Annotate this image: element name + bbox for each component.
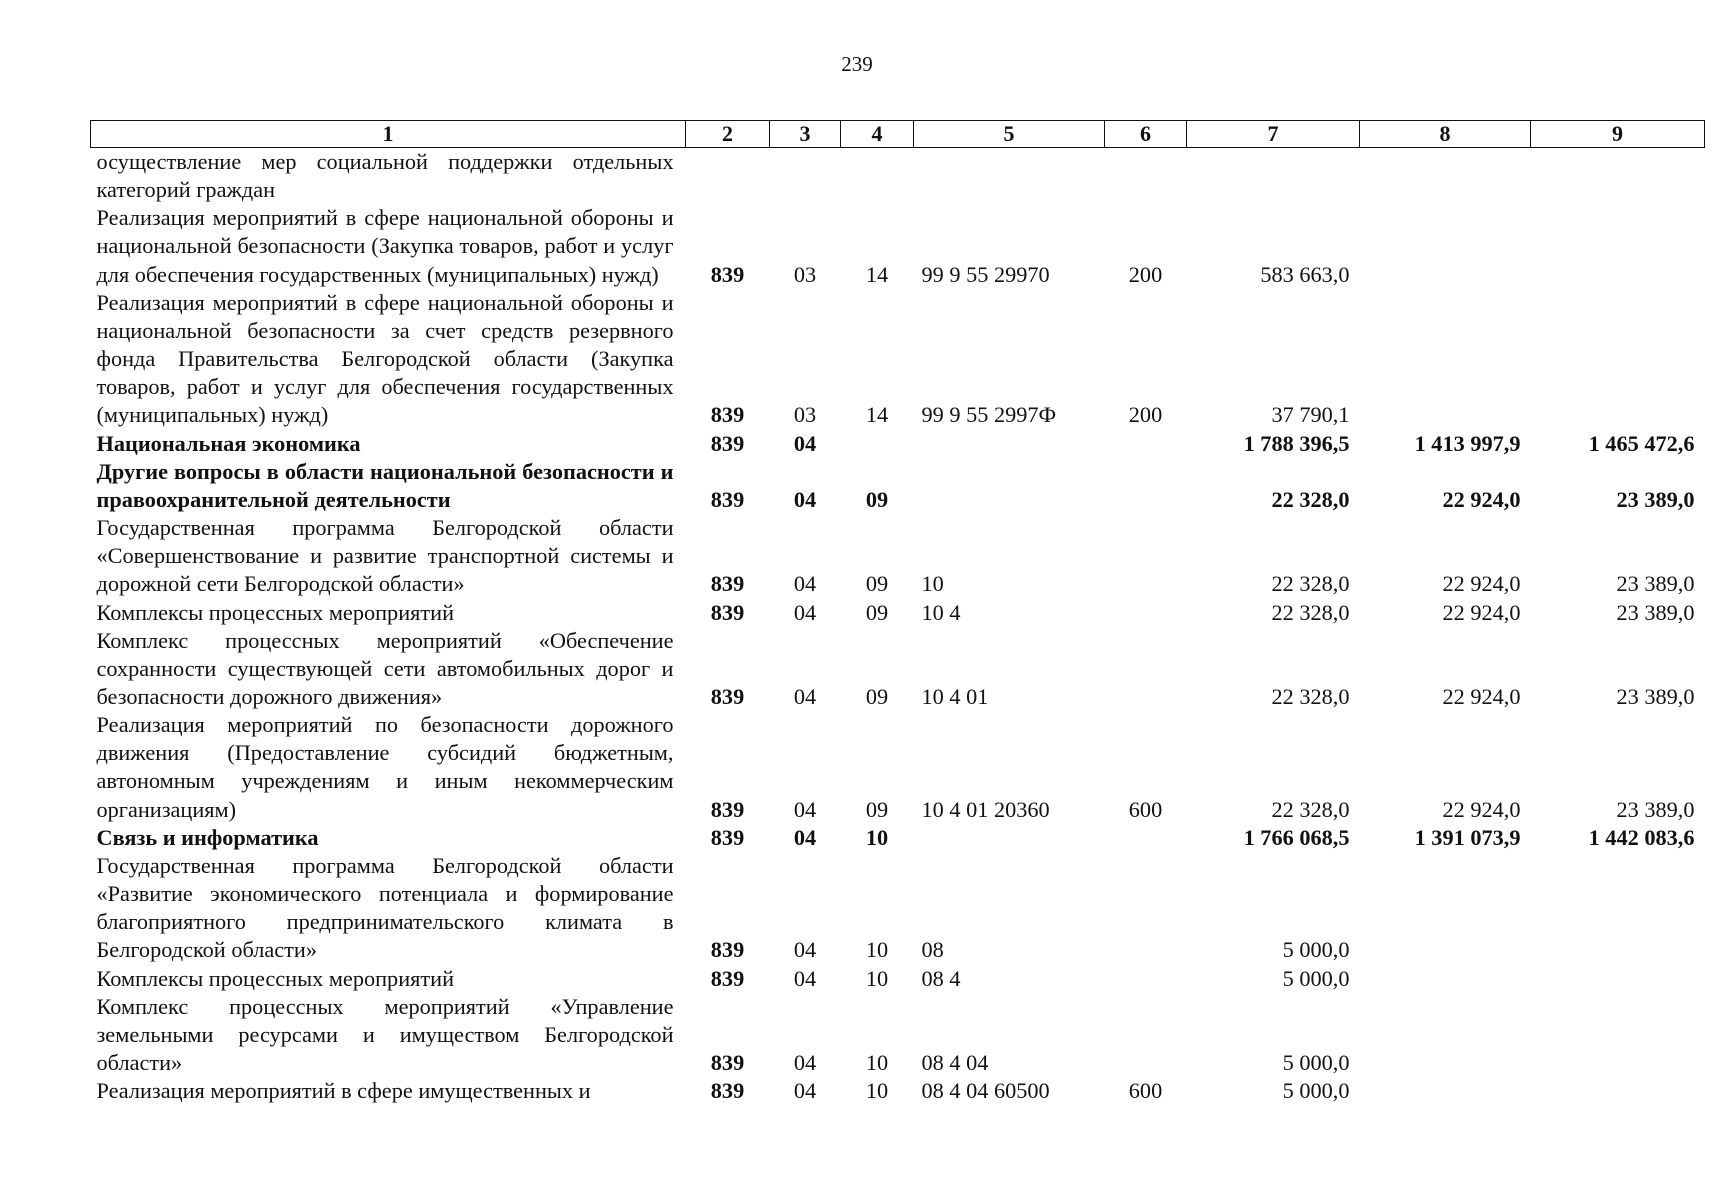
table-body bbox=[91, 148, 1705, 1106]
row-amount-col7-cell: 1 788 396,5 bbox=[1243, 430, 1350, 456]
row-amount-col9-cell bbox=[1531, 148, 1705, 205]
row-expense-type-cell bbox=[1105, 458, 1187, 514]
row-amount-col9-cell bbox=[1531, 993, 1705, 1077]
row-subsection-cell: 10 bbox=[865, 937, 889, 963]
row-amount-col8-cell: 22 924,0 bbox=[1442, 796, 1521, 822]
row-section-cell: 04 bbox=[793, 683, 817, 709]
row-amount-col7-cell: 37 790,1 bbox=[1271, 402, 1350, 428]
column-header: 8 bbox=[1360, 121, 1531, 148]
row-admin-code-cell: 839 bbox=[710, 937, 745, 963]
row-amount-col8-cell: 22 924,0 bbox=[1442, 599, 1521, 625]
row-expense-type-cell bbox=[1105, 965, 1187, 993]
row-amount-col7-cell: 22 328,0 bbox=[1271, 486, 1350, 512]
row-subsection-cell: 10 bbox=[865, 1050, 889, 1075]
row-admin-code-cell: 839 bbox=[710, 402, 745, 428]
column-header: 4 bbox=[841, 121, 914, 148]
row-admin-code-cell: 839 bbox=[710, 1078, 745, 1104]
row-name-cell: Реализация мероприятий в сфере имущественных и bbox=[96, 1078, 591, 1104]
row-amount-col8-cell: 1 391 073,9 bbox=[1414, 824, 1521, 850]
table-row bbox=[91, 711, 1705, 824]
row-amount-col7-cell: 5 000,0 bbox=[1282, 1050, 1350, 1075]
row-amount-col8-cell: 22 924,0 bbox=[1442, 683, 1521, 709]
column-header: 1 bbox=[91, 121, 686, 148]
row-amount-col9-cell: 23 389,0 bbox=[1616, 599, 1695, 625]
row-admin-code-cell: 839 bbox=[710, 571, 745, 597]
row-amount-col7-cell: 22 328,0 bbox=[1271, 796, 1350, 822]
row-amount-col7-cell: 5 000,0 bbox=[1282, 937, 1350, 963]
row-expense-type-cell bbox=[1105, 148, 1187, 205]
table-row bbox=[91, 458, 1705, 514]
row-amount-col8-cell bbox=[1360, 852, 1531, 965]
row-admin-code-cell: 839 bbox=[710, 796, 745, 822]
row-section-cell: 04 bbox=[793, 1050, 817, 1075]
row-amount-col9-cell bbox=[1531, 1077, 1705, 1105]
column-header: 3 bbox=[770, 121, 841, 148]
row-target-article-cell bbox=[914, 458, 1105, 514]
row-subsection-cell: 09 bbox=[865, 683, 889, 709]
row-amount-col7-cell: 22 328,0 bbox=[1271, 683, 1350, 709]
table-header bbox=[91, 121, 1705, 148]
row-admin-code-cell: 839 bbox=[710, 1050, 745, 1075]
table-row bbox=[91, 289, 1705, 430]
row-name-cell: осуществление мер социальной поддержки отдельных категорий граждан bbox=[96, 149, 674, 203]
row-admin-code-cell: 839 bbox=[710, 430, 745, 456]
row-amount-col9-cell: 1 465 472,6 bbox=[1588, 430, 1695, 456]
row-amount-col7-cell: 583 663,0 bbox=[1260, 261, 1350, 287]
row-admin-code-cell: 839 bbox=[710, 261, 745, 287]
row-target-article-cell: 10 4 bbox=[921, 599, 961, 625]
row-subsection-cell: 09 bbox=[865, 796, 889, 822]
row-section-cell bbox=[770, 148, 841, 205]
row-section-cell: 03 bbox=[793, 261, 817, 287]
budget-table bbox=[90, 120, 1705, 1105]
row-section-cell: 04 bbox=[793, 937, 817, 963]
row-expense-type-cell bbox=[1105, 430, 1187, 458]
row-amount-col8-cell: 22 924,0 bbox=[1442, 571, 1521, 597]
row-admin-code-cell: 839 bbox=[710, 683, 745, 709]
row-admin-code-cell: 839 bbox=[710, 965, 745, 991]
row-subsection-cell bbox=[841, 430, 914, 458]
row-target-article-cell: 10 4 01 bbox=[921, 683, 989, 709]
row-amount-col9-cell bbox=[1531, 852, 1705, 965]
row-amount-col7-cell: 22 328,0 bbox=[1271, 599, 1350, 625]
row-amount-col7-cell: 22 328,0 bbox=[1271, 571, 1350, 597]
row-target-article-cell: 99 9 55 2997Ф bbox=[921, 402, 1057, 428]
header-row bbox=[91, 121, 1705, 148]
row-name-cell: Комплекс процессных мероприятий «Управление земельными ресурсами и имуществом Белгородской области» bbox=[96, 993, 674, 1075]
table-row bbox=[91, 430, 1705, 458]
row-expense-type-cell: 600 bbox=[1128, 1078, 1163, 1104]
row-amount-col7-cell bbox=[1187, 148, 1360, 205]
row-section-cell: 04 bbox=[793, 486, 817, 512]
row-amount-col8-cell bbox=[1360, 148, 1531, 205]
table-row bbox=[91, 852, 1705, 965]
row-amount-col9-cell: 1 442 083,6 bbox=[1588, 824, 1695, 850]
row-admin-code-cell bbox=[686, 148, 770, 205]
row-subsection-cell: 09 bbox=[865, 486, 889, 512]
row-target-article-cell: 10 4 01 20360 bbox=[921, 796, 1050, 822]
row-target-article-cell bbox=[914, 148, 1105, 205]
row-target-article-cell: 10 bbox=[921, 571, 944, 597]
table-row bbox=[91, 627, 1705, 711]
row-subsection-cell: 14 bbox=[865, 261, 889, 287]
row-name-cell: Реализация мероприятий в сфере национальной обороны и национальной безопасности (Закупка товаров, работ и услуг для обеспечения государственных (муниципальных) нужд) bbox=[96, 205, 674, 287]
row-subsection-cell: 10 bbox=[865, 1078, 889, 1104]
row-subsection-cell bbox=[841, 148, 914, 205]
row-amount-col9-cell: 23 389,0 bbox=[1616, 571, 1695, 597]
row-amount-col8-cell bbox=[1360, 289, 1531, 430]
row-name-cell: Комплексы процессных мероприятий bbox=[96, 599, 455, 625]
row-section-cell: 04 bbox=[793, 824, 817, 850]
table-row bbox=[91, 514, 1705, 598]
row-expense-type-cell bbox=[1105, 824, 1187, 852]
row-name-cell: Национальная экономика bbox=[96, 430, 361, 456]
row-amount-col9-cell: 23 389,0 bbox=[1616, 796, 1695, 822]
row-amount-col9-cell bbox=[1531, 204, 1705, 288]
row-name-cell: Государственная программа Белгородской области «Совершенствование и развитие транспортной системы и дорожной сети Белгородской области» bbox=[96, 515, 674, 597]
table-row bbox=[91, 1077, 1705, 1105]
row-target-article-cell: 08 bbox=[921, 937, 944, 963]
column-header: 7 bbox=[1187, 121, 1360, 148]
column-header: 2 bbox=[686, 121, 770, 148]
row-amount-col8-cell: 22 924,0 bbox=[1442, 486, 1521, 512]
page-number: 239 bbox=[841, 52, 873, 76]
row-name-cell: Другие вопросы в области национальной безопасности и правоохранительной деятельности bbox=[96, 458, 674, 512]
row-section-cell: 04 bbox=[793, 571, 817, 597]
column-header: 9 bbox=[1531, 121, 1705, 148]
row-name-cell: Государственная программа Белгородской области «Развитие экономического потенциала и формирование благоприятного предпринимательского климата в Белгородской области» bbox=[96, 852, 674, 963]
row-amount-col8-cell: 1 413 997,9 bbox=[1414, 430, 1521, 456]
table-row bbox=[91, 965, 1705, 993]
row-expense-type-cell bbox=[1105, 993, 1187, 1077]
row-amount-col9-cell: 23 389,0 bbox=[1616, 486, 1695, 512]
row-name-cell: Связь и информатика bbox=[96, 824, 319, 850]
column-header: 6 bbox=[1105, 121, 1187, 148]
row-section-cell: 04 bbox=[793, 599, 817, 625]
row-amount-col8-cell bbox=[1360, 1077, 1531, 1105]
row-amount-col7-cell: 1 766 068,5 bbox=[1243, 824, 1350, 850]
table-row bbox=[91, 204, 1705, 288]
row-section-cell: 04 bbox=[793, 796, 817, 822]
row-section-cell: 03 bbox=[793, 402, 817, 428]
row-expense-type-cell bbox=[1105, 599, 1187, 627]
row-target-article-cell: 99 9 55 29970 bbox=[921, 261, 1050, 287]
row-amount-col7-cell: 5 000,0 bbox=[1282, 1078, 1350, 1104]
row-amount-col8-cell bbox=[1360, 965, 1531, 993]
row-expense-type-cell: 200 bbox=[1128, 402, 1163, 428]
row-expense-type-cell: 600 bbox=[1128, 796, 1163, 822]
row-expense-type-cell bbox=[1105, 852, 1187, 965]
row-amount-col9-cell: 23 389,0 bbox=[1616, 683, 1695, 709]
row-target-article-cell bbox=[914, 430, 1105, 458]
row-section-cell: 04 bbox=[793, 1078, 817, 1104]
row-admin-code-cell: 839 bbox=[710, 824, 745, 850]
row-admin-code-cell: 839 bbox=[710, 599, 745, 625]
table-row bbox=[91, 148, 1705, 205]
row-amount-col8-cell bbox=[1360, 204, 1531, 288]
row-subsection-cell: 10 bbox=[865, 824, 889, 850]
table-row bbox=[91, 993, 1705, 1077]
row-amount-col9-cell bbox=[1531, 965, 1705, 993]
row-target-article-cell: 08 4 04 60500 bbox=[921, 1078, 1050, 1104]
row-subsection-cell: 10 bbox=[865, 965, 889, 991]
row-expense-type-cell: 200 bbox=[1128, 261, 1163, 287]
row-amount-col7-cell: 5 000,0 bbox=[1282, 965, 1350, 991]
table-row bbox=[91, 824, 1705, 852]
row-name-cell: Реализация мероприятий в сфере национальной обороны и национальной безопасности за счет средств резервного фонда Правительства Белгородской области (Закупка товаров, работ и услуг для обеспечения государственных (муниципальных) нужд) bbox=[96, 289, 674, 428]
row-subsection-cell: 09 bbox=[865, 571, 889, 597]
row-target-article-cell: 08 4 bbox=[921, 965, 961, 991]
table-row bbox=[91, 599, 1705, 627]
row-subsection-cell: 14 bbox=[865, 402, 889, 428]
row-section-cell: 04 bbox=[793, 965, 817, 991]
row-expense-type-cell bbox=[1105, 514, 1187, 598]
row-subsection-cell: 09 bbox=[865, 599, 889, 625]
column-header: 5 bbox=[914, 121, 1105, 148]
row-expense-type-cell bbox=[1105, 627, 1187, 711]
row-target-article-cell: 08 4 04 bbox=[921, 1050, 989, 1075]
row-name-cell: Реализация мероприятий по безопасности дорожного движения (Предоставление субсидий бюджетным, автономным учреждениям и иным некоммерческим организациям) bbox=[96, 712, 674, 822]
row-amount-col8-cell bbox=[1360, 993, 1531, 1077]
row-section-cell: 04 bbox=[793, 430, 817, 456]
row-name-cell: Комплекс процессных мероприятий «Обеспечение сохранности существующей сети автомобильных дорог и безопасности дорожного движения» bbox=[96, 627, 674, 709]
row-admin-code-cell: 839 bbox=[710, 486, 745, 512]
row-target-article-cell bbox=[914, 824, 1105, 852]
row-name-cell: Комплексы процессных мероприятий bbox=[96, 965, 455, 991]
row-amount-col9-cell bbox=[1531, 289, 1705, 430]
